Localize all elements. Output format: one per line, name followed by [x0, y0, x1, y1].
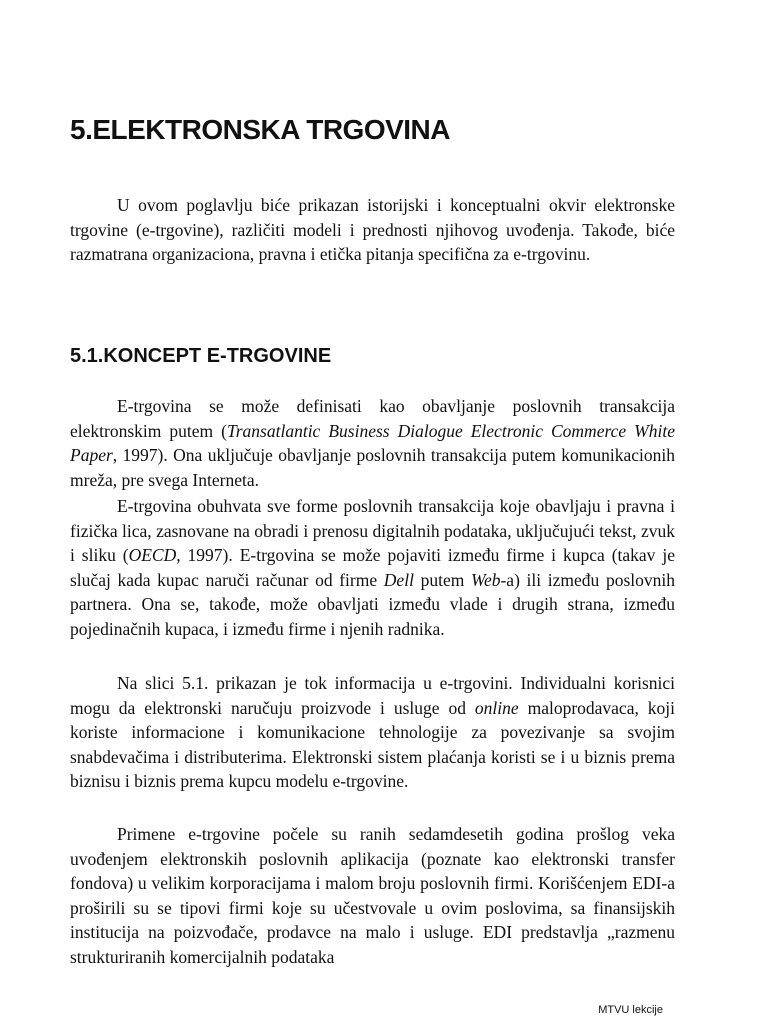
- page-footer: MTVU lekcije: [598, 1004, 663, 1016]
- term-web: Web: [470, 569, 501, 590]
- information-flow-paragraph: Na slici 5.1. prikazan je tok informacija u e-trgovini. Individualni korisnici mogu da elektronski naručuju proizvode i usluge od online maloprodavaca, koji koriste informacione i komunikacione tehnologije za povezivanje sa svojim snabdevačima i distributerima. Elektronski sistem plaćanja koristi se i u biznis prema biznisu i biznis prema kupcu modelu e-trgovine.: [70, 673, 676, 791]
- section-title: 5.1.KONCEPT E-TRGOVINE: [70, 345, 332, 367]
- citation-oecd: OECD: [128, 545, 177, 565]
- citation-white-paper: Transatlantic Business Dialogue Electronic Commerce White Paper: [70, 420, 675, 465]
- term-online: online: [474, 697, 519, 718]
- definition-paragraph: E-trgovina se može definisati kao obavljanje poslovnih transakcija elektronskim putem (Transatlantic Business Dialogue Electronic Commerce White Paper, 1997). Ona uključuje obavljanje poslovnih transakcija putem komunikacionih mreža, pre svega Interneta.: [70, 396, 675, 490]
- history-paragraph: Primene e-trgovine počele su ranih sedamdesetih godina prošlog veka uvođenjem elektronskih poslovnih aplikacija (poznate kao elektronski transfer fondova) u velikim korporacijama i malom broju poslovnih firmi. Korišćenjem EDI-a proširili su se tipovi firmi koje su učestvovale u ovim poslovima, sa finansijskih institucija na poizvođače, prodavce na malo i usluge. EDI predstavlja „razmenu strukturiranih komercijalnih podataka: [70, 824, 675, 967]
- chapter-title: 5.ELEKTRONSKA TRGOVINA: [70, 114, 450, 145]
- term-dell: Dell: [383, 569, 414, 590]
- intro-paragraph: U ovom poglavlju biće prikazan istorijski i konceptualni okvir elektronske trgovine (e-trgovine), različiti modeli i prednosti njihovog uvođenja. Takođe, biće razmatrana organizaciona, pravna i etička pitanja specifična za e-trgovinu.: [70, 195, 675, 264]
- scope-paragraph: E-trgovina obuhvata sve forme poslovnih transakcija koje obavljaju i pravna i fizička lica, zasnovane na obradi i prenosu digitalnih podataka, uključujući tekst, zvuk i sliku (OECD, 1997). E-trgovina se može pojaviti između firme i kupca (takav je slučaj kada kupac naruči računar od firme Dell putem Web-a) ili između poslovnih partnera. Ona se, takođe, može obavljati između vlade i drugih strana, između pojedinačnih kupaca, i između firme i njenih radnika.: [70, 496, 675, 639]
